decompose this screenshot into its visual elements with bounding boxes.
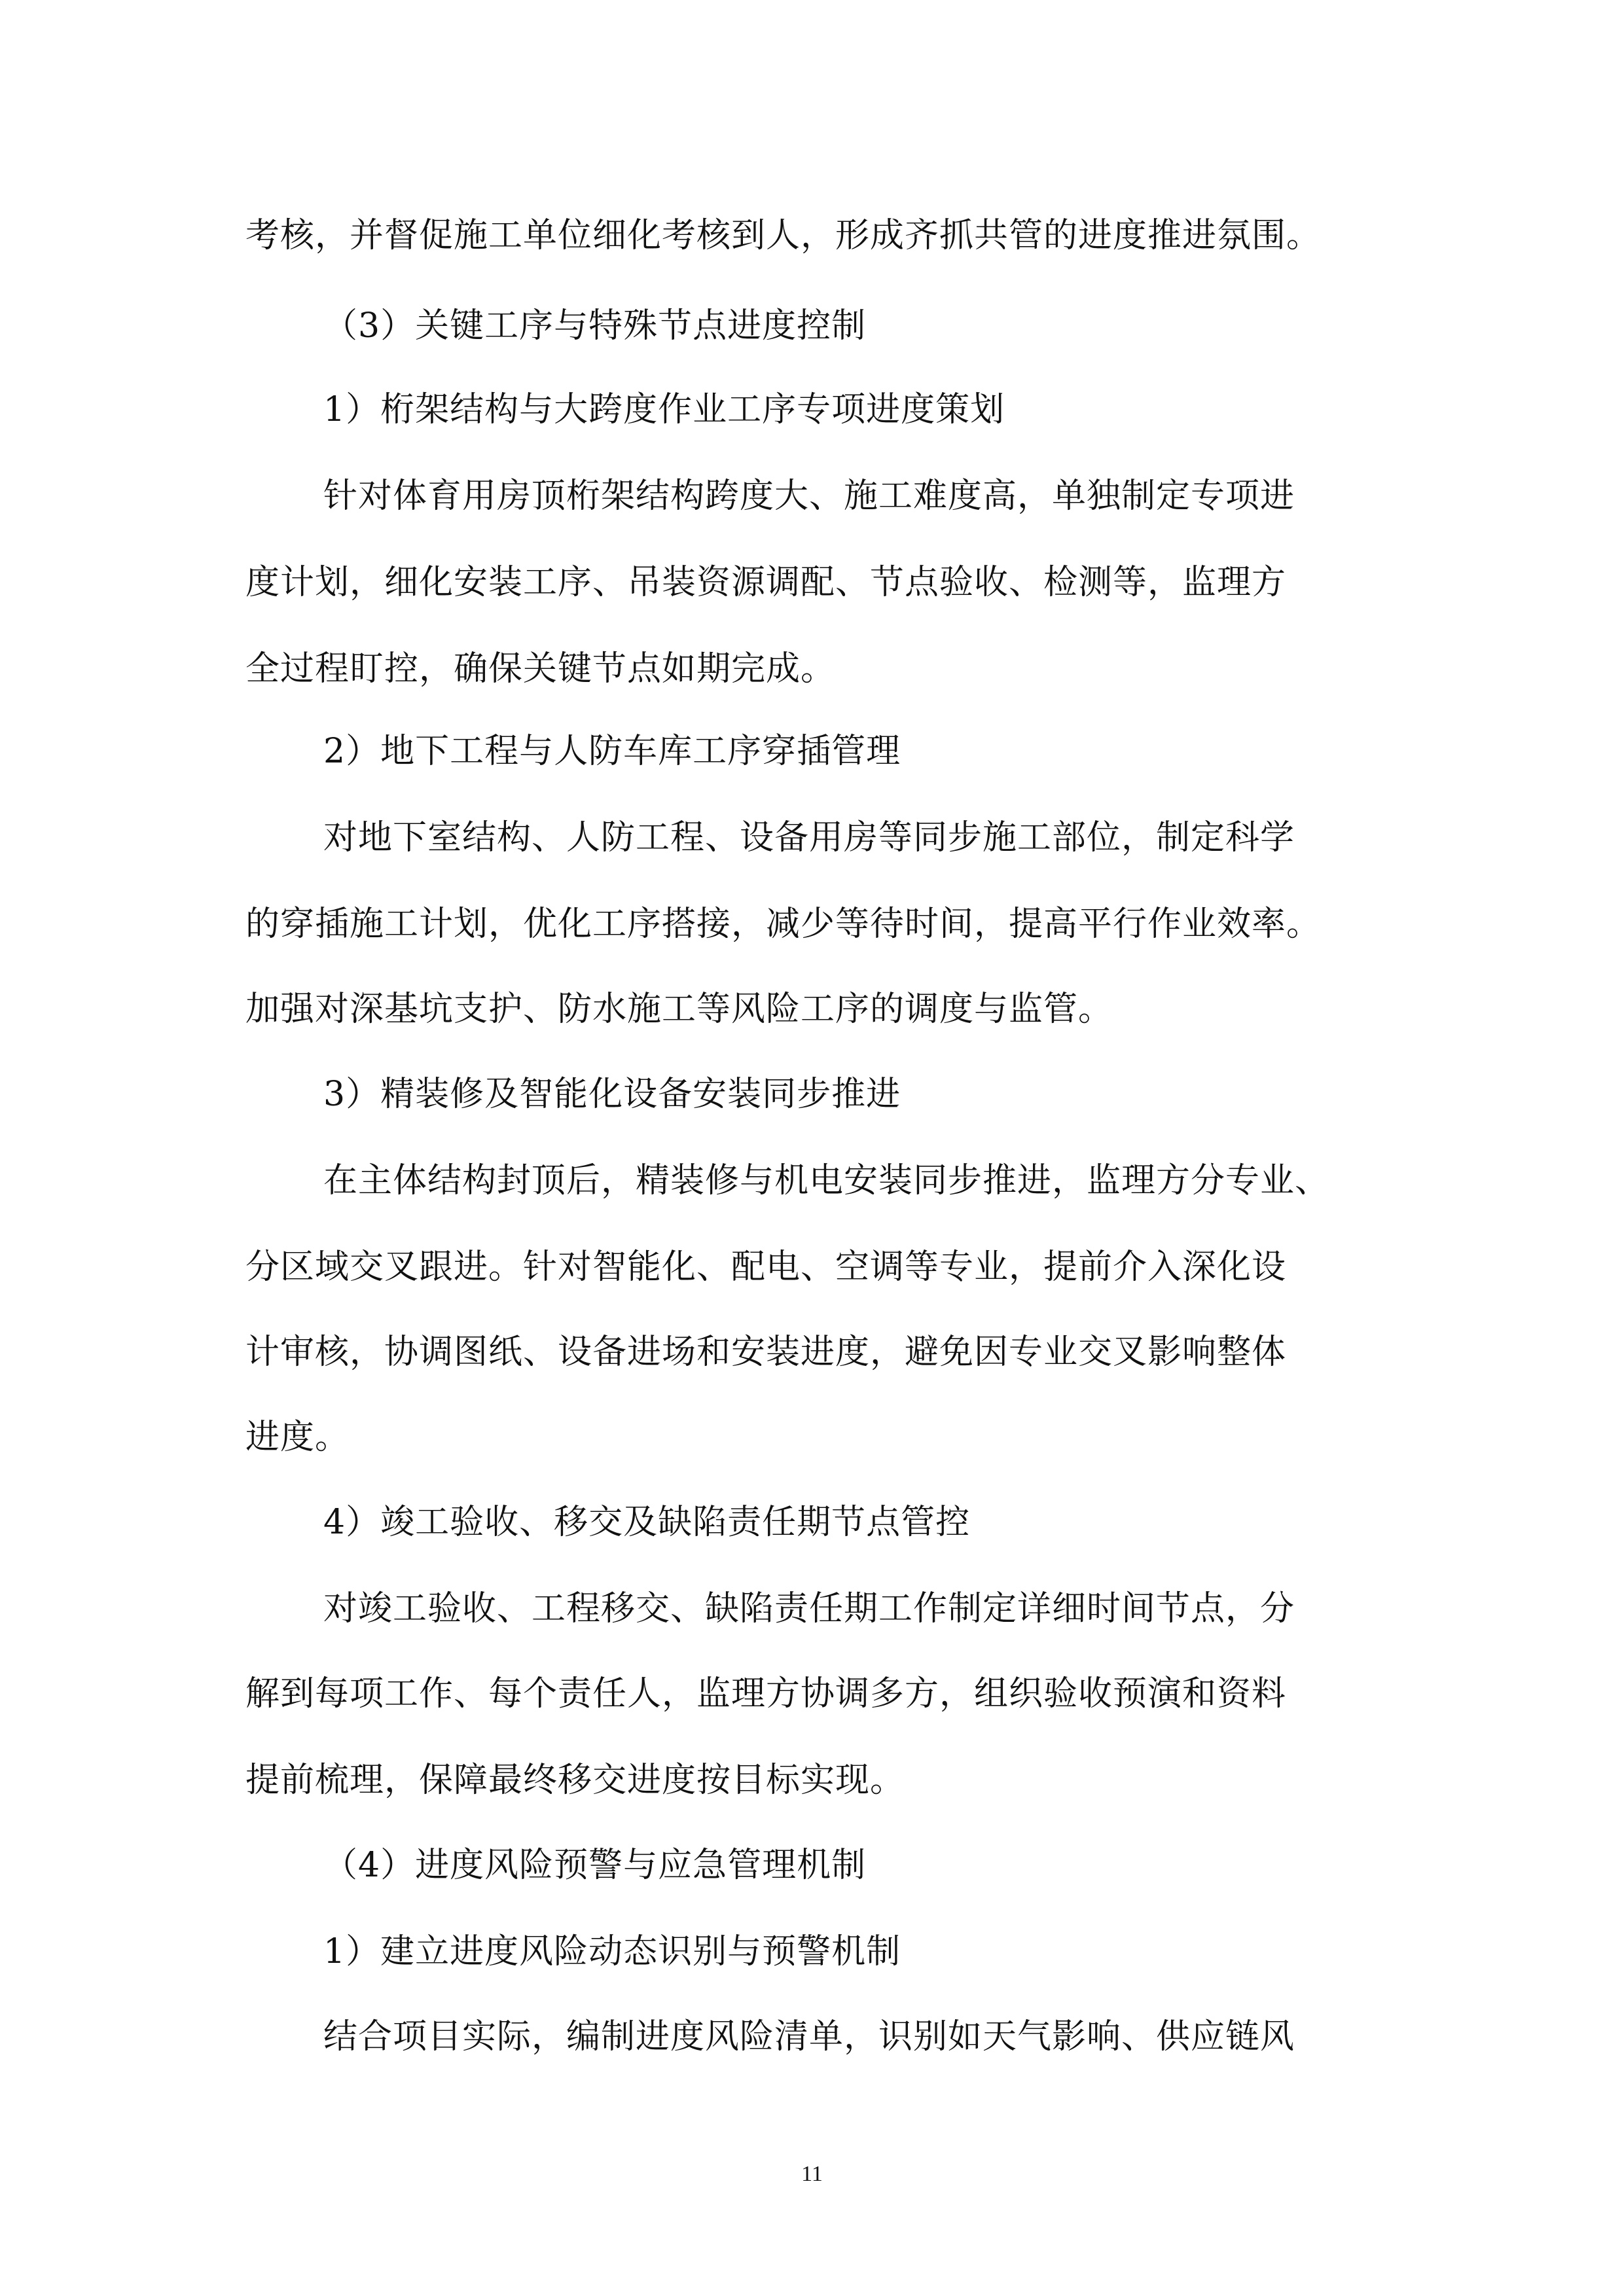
section-heading: （4）进度风险预警与应急管理机制 bbox=[323, 1846, 867, 1885]
paragraph-line: 计审核，协调图纸、设备进场和安装进度，避免因专业交叉影响整体 bbox=[245, 1333, 1287, 1372]
paragraph-line: 考核，并督促施工单位细化考核到人，形成齐抓共管的进度推进氛围。 bbox=[245, 216, 1322, 255]
paragraph-line: 加强对深基坑支护、防水施工等风险工序的调度与监管。 bbox=[245, 990, 1113, 1029]
paragraph-line: 解到每项工作、每个责任人，监理方协调多方，组织验收预演和资料 bbox=[245, 1674, 1287, 1713]
paragraph-line: 的穿插施工计划，优化工序搭接，减少等待时间，提高平行作业效率。 bbox=[245, 905, 1322, 944]
paragraph-line: 对竣工验收、工程移交、缺陷责任期工作制定详细时间节点，分 bbox=[323, 1589, 1295, 1628]
paragraph-line: 进度。 bbox=[245, 1418, 350, 1457]
subsection-heading: 4）竣工验收、移交及缺陷责任期节点管控 bbox=[323, 1503, 971, 1542]
paragraph-line: 在主体结构封顶后，精装修与机电安装同步推进，监理方分专业、 bbox=[323, 1161, 1330, 1200]
paragraph-line: 结合项目实际，编制进度风险清单，识别如天气影响、供应链风 bbox=[323, 2017, 1295, 2056]
subsection-heading: 1）桁架结构与大跨度作业工序专项进度策划 bbox=[323, 390, 1005, 429]
section-heading: （3）关键工序与特殊节点进度控制 bbox=[323, 306, 867, 346]
paragraph-line: 分区域交叉跟进。针对智能化、配电、空调等专业，提前介入深化设 bbox=[245, 1247, 1287, 1287]
subsection-heading: 1）建立进度风险动态识别与预警机制 bbox=[323, 1932, 901, 1971]
subsection-heading: 3）精装修及智能化设备安装同步推进 bbox=[323, 1075, 901, 1114]
paragraph-line: 度计划，细化安装工序、吊装资源调配、节点验收、检测等，监理方 bbox=[245, 563, 1287, 602]
paragraph-line: 提前梳理，保障最终移交进度按目标实现。 bbox=[245, 1761, 905, 1800]
subsection-heading: 2）地下工程与人防车库工序穿插管理 bbox=[323, 732, 901, 771]
paragraph-line: 对地下室结构、人防工程、设备用房等同步施工部位，制定科学 bbox=[323, 818, 1295, 857]
paragraph-line: 针对体育用房顶桁架结构跨度大、施工难度高，单独制定专项进 bbox=[323, 476, 1295, 516]
page-number: 11 bbox=[801, 2162, 823, 2186]
paragraph-line: 全过程盯控，确保关键节点如期完成。 bbox=[245, 649, 836, 689]
